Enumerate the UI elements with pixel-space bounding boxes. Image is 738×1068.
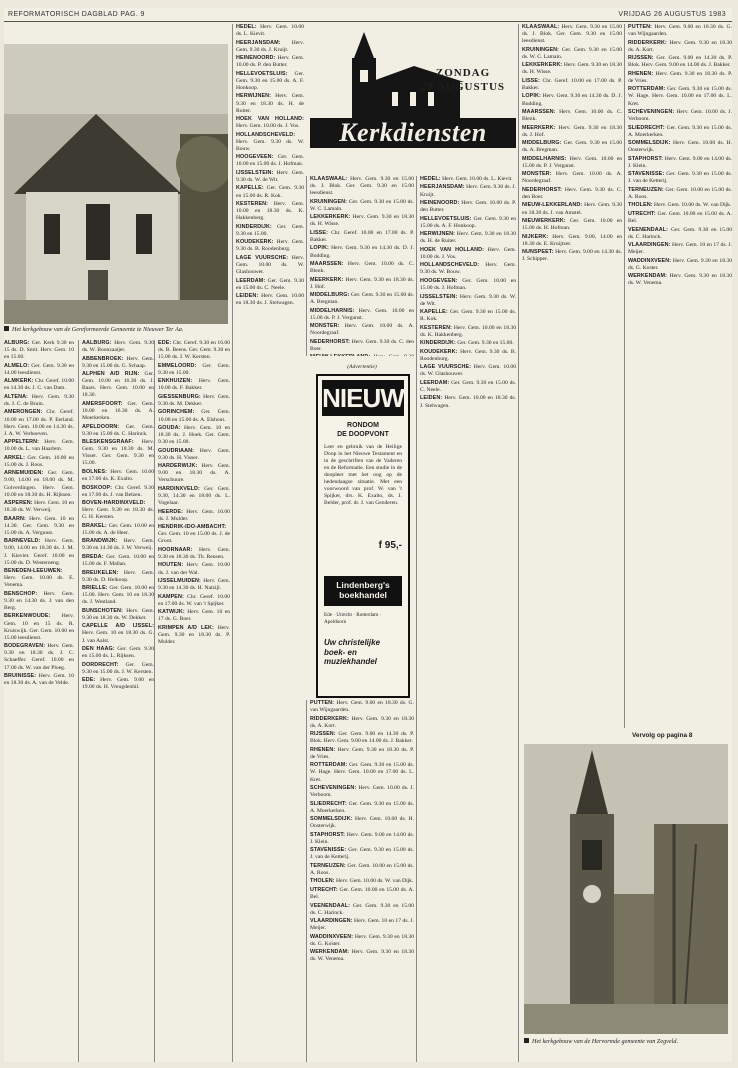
service-listing: LEIDEN: Herv. Gem. 10.00 en 18.30 ds. J. Stelwagen. — [420, 395, 516, 409]
service-listing: GIESSENBURG: Herv. Gem. 9.30 ds. M. Dekker. — [158, 393, 230, 407]
service-listing: SCHEVENINGEN: Herv. Gem. 10.00 ds. J. Verboom. — [628, 108, 732, 123]
service-listing: NIJKERK: Herv. Gem. 9.00, 14.00 en 18.30 ds. E. Kruijtzer. — [522, 233, 622, 247]
advert-label: (Advertentie) — [347, 364, 377, 370]
service-listing: HEERJANSDAM: Herv. Gem. 9.30 ds. J. Kruijt. — [420, 184, 516, 198]
service-listing: IJSSELSTEIN: Herv. Gem. 9.30 ds. W. de Wit. — [236, 169, 304, 183]
advert-price: f 95,- — [378, 540, 402, 551]
service-listing: UTRECHT: Ger. Gem. 10.00 en 15.00 ds. A. Bel. — [628, 210, 732, 225]
service-listing: MEERKERK: Herv. Gem. 9.30 en 18.30 ds. J. Hof. — [522, 124, 622, 138]
service-listing: CAPELLE A/D IJSSEL: Herv. Gem. 10 en 18.30 ds. G. J. van Aalst. — [82, 623, 154, 644]
column-5 — [306, 176, 414, 356]
service-listing: EDE: Chr. Geref. 9.30 en 16.00 ds. B. Beens. Ger. Gem. 9.30 en 15.00 ds. J. W. Kersten. — [158, 340, 230, 361]
service-listing: EMMELOORD: Ger. Gem. 9.30 en 15.00. — [158, 362, 230, 376]
service-listing: SOMMELSDIJK: Herv. Gem. 10.00 ds. H. Oosterwijk. — [310, 816, 414, 830]
service-listing: BRANDWIJK: Herv. Gem. 9.30 en 14.30 ds. J. W. Verweij. — [82, 538, 154, 552]
service-listing: RIDDERKERK: Herv. Gem. 9.30 en 18.30 ds. A. Kort. — [310, 715, 414, 729]
service-listing: GORINCHEM: Ger. Gem. 10.00 en 15.00 ds. A. Elshout. — [158, 409, 230, 423]
column-9 — [624, 24, 732, 728]
service-listing: SLIEDRECHT: Ger. Gem. 9.30 en 15.00 ds. A. Moerkerken. — [310, 800, 414, 814]
church-photo-nieuwer-ter-aa — [4, 44, 228, 324]
service-listing: SCHEVENINGEN: Herv. Gem. 10.00 ds. J. Verboom. — [310, 784, 414, 799]
service-listing: VLAARDINGEN: Herv. Gem. 10 en 17 ds. J. Meijer. — [310, 918, 414, 932]
service-listing: ROTTERDAM: Ger. Gem. 9.30 en 15.00 ds. W. Hage. Herv. Gem. 10.00 en 17.00 ds. L. Kret. — [310, 762, 414, 783]
page-title: Kerkdiensten — [339, 118, 487, 147]
running-header — [4, 8, 732, 22]
service-listing: KINDERDIJK: Ger. Gem. 9.30 en 15.00. — [420, 340, 514, 347]
service-listing: KLAASWAAL: Herv. Gem. 9.30 en 15.00 ds. J. Blok. Ger. Gem. 9.30 en 15.00 leesdienst. — [522, 24, 622, 45]
service-listing: VLAARDINGEN: Herv. Gem. 10 en 17 ds. J. Meijer. — [628, 242, 732, 256]
masthead — [304, 22, 518, 172]
service-listing: NEDERHORST: Herv. Gem. 9.30 ds. C. den Boer. — [522, 186, 622, 200]
service-listing: ALTENA: Herv. Gem. 9.30 ds. J. C. de Bruin. — [4, 393, 74, 407]
service-listing: HOORNAAR: Herv. Gem. 9.30 en 18.30 ds. Th. Rensen. — [158, 546, 230, 560]
service-listing: BLESKENSGRAAF: Herv. Gem. 9.30 en 18.30 ds. M. Visser. Ger. Gem. 9.30 en 15.00. — [82, 439, 154, 467]
continued-notice: Vervolg op pagina 8 — [632, 732, 693, 739]
service-listing: HEINENOORD: Herv. Gem. 10.00 ds. P. den Butter. — [420, 200, 516, 214]
service-listing: MONSTER: Herv. Gem. 10.00 ds. A. Noordegraaf. — [522, 171, 622, 185]
service-listing: MIDDELBURG: Ger. Gem. 9.30 en 15.00 ds. A. Bregman. — [522, 140, 622, 154]
service-listing: IJSSELSTEIN: Herv. Gem. 9.30 ds. W. de Wit. — [420, 293, 516, 307]
service-listing: GOUDA: Herv. Gem. 10 en 18.30 ds. J. Hoek. Ger. Gem. 9.30 en 15.00. — [158, 424, 230, 446]
service-listing: LEERDAM: Ger. Gem. 9.30 en 15.00 ds. C. Neele. — [236, 277, 304, 291]
service-listing: MONSTER: Herv. Gem. 10.00 ds. A. Noordegraaf. — [310, 323, 414, 337]
service-listing: ENKHUIZEN: Herv. Gem. 10.00 ds. F. Bakker. — [158, 378, 230, 392]
service-listing: STAVENISSE: Ger. Gem. 9.30 en 15.00 ds. J. van de Ketterij. — [628, 171, 732, 185]
service-listing: MAARSSEN: Herv. Gem. 10.00 ds. C. Blenk. — [522, 108, 622, 123]
service-listing: AMERONGEN: Chr. Geref. 10.00 en 17.00 ds. P. Eerland. Herv. Gem. 10.00 en 14.30 ds. J. A. W. Verhoeven. — [4, 409, 74, 437]
service-listing: HOUTEN: Herv. Gem. 10.00 ds. J. van der Wal. — [158, 562, 230, 576]
service-listing: VEENENDAAL: Ger. Gem. 9.30 en 15.00 ds. C. Harinck. — [628, 226, 732, 240]
service-listing: MIDDELHARNIS: Herv. Gem. 10.00 en 15.00 ds. P. J. Vergunst. — [522, 155, 622, 169]
service-listing: NIEUWERKERK: Ger. Gem. 10.00 en 15.00 ds. H. Hofman. — [522, 218, 622, 232]
service-listing: HARDERWIJK: Herv. Gem. 9.00 en 18.30 ds. A. Verschuure. — [158, 463, 230, 484]
service-listing: HEDEL: Herv. Gem. 10.00 ds. L. Kievit. — [236, 24, 304, 38]
church-photo-zegveld — [524, 744, 728, 1034]
service-listing: DEN HAAG: Ger. Gem. 9.30 en 15.00 ds. L. Rijksen. — [82, 646, 154, 660]
service-listing: THOLEN: Herv. Gem. 10.00 ds. W. van Dijk. — [310, 878, 414, 885]
column-3 — [154, 340, 230, 1062]
service-listing: WERKENDAM: Herv. Gem. 9.30 en 18.30 ds. W. Venema. — [628, 273, 732, 287]
header-right: VRIJDAG 26 AUGUSTUS 1983 — [618, 11, 726, 18]
service-listing: MIDDELHARNIS: Herv. Gem. 10.00 en 15.00 ds. P. J. Vergunst. — [310, 307, 414, 321]
service-listing: KESTEREN: Herv. Gem. 10.00 en 18.30 ds. K. Hakkenberg. — [236, 201, 304, 222]
service-listing: ABBENBROEK: Herv. Gem. 9.30 en 15.00 ds. G. Schaap. — [82, 355, 154, 369]
service-listing: HOEK VAN HOLLAND: Herv. Gem. 10.00 ds. J. Vos. — [236, 116, 304, 130]
service-listing: UTRECHT: Ger. Gem. 10.00 en 15.00 ds. A. Bel. — [310, 886, 414, 901]
service-listing: HARDINXVELD: Ger. Gem. 9.30, 14.30 en 18.00 ds. L. Vogelaar. — [158, 485, 230, 507]
service-listing: MEERKERK: Herv. Gem. 9.30 en 18.30 ds. J. Hof. — [310, 276, 414, 290]
service-listing: ROTTERDAM: Ger. Gem. 9.30 en 15.00 ds. W. Hage. Herv. Gem. 10.00 en 17.00 ds. L. Kret. — [628, 86, 732, 107]
service-listing: AALBURG: Herv. Gem. 9.30 ds. W. Boonzaaijer. — [82, 340, 154, 354]
service-listing: SOMMELSDIJK: Herv. Gem. 10.00 ds. H. Oosterwijk. — [628, 140, 732, 154]
newspaper-page — [4, 8, 732, 1062]
service-listing: MIDDELBURG: Ger. Gem. 9.30 en 15.00 ds. A. Bregman. — [310, 292, 414, 306]
service-listing: HEERJANSDAM: Herv. Gem. 9.30 ds. J. Kruijt. — [236, 39, 304, 53]
service-listing: IJSSELMUIDEN: Herv. Gem. 9.30 en 14.30 ds. H. Natzijl. — [158, 577, 230, 592]
service-listing: ALPHEN A/D RIJN: Ger. Gem. 10.00 en 16.30 ds. J. Baars. Herv. Gem. 10.00 en 18.30. — [82, 371, 154, 399]
service-listing: PUTTEN: Herv. Gem. 9.00 en 18.30 ds. G. van Wijngaarden. — [628, 24, 732, 38]
service-listing: BRUINISSE: Herv. Gem. 10 en 18.30 ds. A. van de Velde. — [4, 672, 74, 687]
service-listing: HEDEL: Herv. Gem. 10.00 ds. L. Kievit. — [420, 176, 513, 182]
church-photo-illustration-2 — [524, 744, 728, 1034]
service-listing: ARNEMUIDEN: Ger. Gem. 9.00, 14.00 en 18.00 ds. M. Golverdingen. Herv. Gem. 10.00 en 18.30 ds. H. Rijksen. — [4, 470, 74, 498]
service-listing: LAGE VUURSCHE: Herv. Gem. 10.00 ds. W. Glashouwer. — [420, 364, 516, 378]
caption-left — [4, 326, 228, 334]
service-listing: BODEGRAVEN: Herv. Gem. 9.30 en 18.30 ds. J. C. Schaeffer. Geref. 10.00 en 17.00 ds. W. van der Ploeg. — [4, 643, 74, 671]
service-listing: KAPELLE: Ger. Gem. 9.30 en 15.00 ds. R. Kok. — [420, 309, 516, 323]
service-listing: RIJSSEN: Ger. Gem. 9.00 en 14.30 ds. P. Blok. Herv. Gem. 9.00 en 14.00 ds. J. Bakker. — [310, 731, 414, 745]
service-listing: NEDERHORST: Herv. Gem. 9.30 ds. C. den Boer. — [310, 338, 414, 352]
service-listing: HOOGEVEEN: Ger. Gem. 10.00 en 15.00 ds. J. Hofman. — [420, 277, 516, 292]
service-listing: ASPEREN: Herv. Gem. 10 en 18.30 ds. W. Verweij. — [4, 500, 74, 514]
column-4 — [232, 24, 304, 1062]
book-advertisement — [316, 374, 410, 698]
advert-slogan: Uw christelijke boek- en muziekhandel — [324, 638, 381, 667]
service-listing: HELLEVOETSLUIS: Ger. Gem. 9.30 en 15.00 ds. A. F. Honkoop. — [236, 70, 304, 91]
service-listing: HEERDE: Herv. Gem. 10.00 ds. J. Mulder. — [158, 508, 230, 522]
column-6 — [306, 700, 414, 1062]
service-listing: THOLEN: Herv. Gem. 10.00 ds. W. van Dijk. — [628, 202, 732, 209]
service-listing: BERKENWOUDE: Herv. Gem. 10 en 15 ds. R. Kruiswijk. Ger. Gem. 10.00 en 15.00 leesdienst. — [4, 613, 74, 641]
service-listing: HEINENOORD: Herv. Gem. 10.00 ds. P. den Butter. — [236, 55, 304, 69]
service-listing: BOVEN-HARDINXVELD: Herv. Gem. 9.30 en 18.30 ds. G. H. Kersten. — [82, 500, 154, 521]
column-1 — [4, 340, 74, 1062]
service-listing: NUNSPEET: Herv. Gem. 9.00 en 14.30 ds. J. Schipper. — [522, 249, 622, 263]
service-listing: BOLNES: Herv. Gem. 10.00 en 17.00 ds. K. Exalto. — [82, 468, 154, 483]
service-listing: MAARSSEN: Herv. Gem. 10.00 ds. C. Blenk. — [310, 260, 414, 275]
service-listing: HOOGEVEEN: Ger. Gem. 10.00 en 15.00 ds. J. Hofman. — [236, 154, 304, 168]
service-listing: DORDRECHT: Ger. Gem. 9.30 en 15.00 ds. J. W. Kersten. — [82, 661, 154, 675]
header-left: REFORMATORISCH DAGBLAD PAG. 9 — [8, 11, 145, 18]
service-listing — [310, 354, 414, 356]
advert-subheadline: RONDOM DE DOOPVONT — [337, 422, 389, 438]
service-listing: HERWIJNEN: Herv. Gem. 9.30 en 18.30 ds. H. de Ruiter. — [420, 231, 516, 245]
service-listing: BRAKEL: Ger. Gem. 10.00 en 15.00 ds. A. de Heer. — [82, 522, 154, 536]
service-listing: WADDINXVEEN: Herv. Gem. 9.30 en 18.30 ds. G. Koster. — [628, 257, 732, 271]
service-listing: RIDDERKERK: Herv. Gem. 9.30 en 18.30 ds. A. Kort. — [628, 39, 732, 53]
service-listing: ALBURG: Ger. Kerk 9.30 en 15 ds. D. Smit. Herv. Gem. 10 en 15.00. — [4, 340, 74, 361]
service-listing: LEKKERKERK: Herv. Gem. 9.30 en 18.30 ds. H. Wisse. — [522, 62, 622, 76]
service-listing: APELDOORN: Ger. Gem. 9.30 en 15.00 ds. C. Harinck. — [82, 423, 154, 437]
service-listing: KINDERDIJK: Ger. Gem. 9.30 en 15.00. — [236, 223, 304, 237]
service-listing: STAPHORST: Herv. Gem. 9.00 en 14.00 ds. J. Klein. — [628, 155, 732, 169]
service-listing: BRIELLE: Ger. Gem. 10.00 en 15.00. Herv. Gem. 10 en 18.30 ds. J. Westland. — [82, 585, 154, 606]
caption-right — [524, 1038, 728, 1046]
service-listing: KRUININGEN: Ger. Gem. 9.30 en 15.00 ds. W. C. Lamain. — [522, 46, 622, 60]
service-listing: BOSKOOP: Chr. Geref. 9.30 en 17.00 ds. J. van Belzen. — [82, 484, 154, 498]
service-listing: ARKEL: Ger. Gem. 10.00 en 15.00 ds. J. Roos. — [4, 454, 74, 468]
service-listing: LAGE VUURSCHE: Herv. Gem. 10.00 ds. W. Glashouwer. — [236, 254, 304, 276]
advert-shop-name: Lindenberg's boekhandel — [324, 576, 402, 606]
service-listing: GOUDRIAAN: Herv. Gem. 9.30 ds. H. Visser. — [158, 447, 230, 461]
service-listing: KOUDEKERK: Herv. Gem. 9.30 ds. B. Roodenburg. — [420, 348, 516, 362]
service-listing: STAPHORST: Herv. Gem. 9.00 en 14.00 ds. J. Klein. — [310, 831, 414, 845]
service-listing: BUNSCHOTEN: Herv. Gem. 9.30 en 18.30 ds. W. Dekker. — [82, 607, 154, 621]
service-listing: HERWIJNEN: Herv. Gem. 9.30 en 18.30 ds. H. de Ruiter. — [236, 93, 304, 114]
service-listing: HOLLANDSCHEVELD: Herv. Gem. 9.30 ds. W. Bouw. — [420, 262, 516, 276]
service-listing: KOUDEKERK: Herv. Gem. 9.30 ds. B. Roodenburg. — [236, 239, 304, 253]
service-listing: SLIEDRECHT: Ger. Gem. 9.30 en 15.00 ds. A. Moerkerken. — [628, 124, 732, 138]
service-listing: HOLLANDSCHEVELD: Herv. Gem. 9.30 ds. W. Bouw. — [236, 131, 304, 152]
service-listing: ALMELO: Ger. Gem. 9.30 en 14.00 leesdienst. — [4, 362, 74, 376]
service-listing: VEENENDAAL: Ger. Gem. 9.30 en 15.00 ds. C. Harinck. — [310, 902, 414, 916]
service-date: ZONDAG 28 AUGUSTUS — [420, 67, 506, 93]
service-listing: KATWIJK: Herv. Gem. 10 en 17 ds. G. Boer. — [158, 609, 230, 623]
service-listing: RHENEN: Herv. Gem. 9.30 en 18.30 ds. P. de Vries. — [310, 746, 414, 760]
service-listing: TERNEUZEN: Ger. Gem. 10.00 en 15.00 ds. A. Roos. — [628, 186, 732, 200]
service-listing: PUTTEN: Herv. Gem. 9.00 en 18.30 ds. G. van Wijngaarden. — [310, 700, 414, 714]
service-listing: BREUKELEN: Herv. Gem. 9.30 ds. D. Heikoop. — [82, 569, 154, 583]
caption-marker-2 — [524, 1038, 529, 1043]
advert-headline: NIEUW — [322, 380, 404, 416]
service-listing: EDE: Herv. Gem. 9.00 en 19.00 ds. H. Vreugdenhil. — [82, 677, 154, 691]
service-listing: LOPIK: Herv. Gem. 9.30 en 14.30 ds. D. J. Budding. — [310, 245, 414, 259]
advert-address: Ede · Utrecht · Rotterdam · Apeldoorn — [324, 612, 382, 625]
service-listing: HOEK VAN HOLLAND: Herv. Gem. 10.00 ds. J. Vos. — [420, 246, 516, 260]
service-listing: KRUININGEN: Ger. Gem. 9.30 en 15.00 ds. W. C. Lamain. — [310, 198, 414, 212]
service-listing: RIJSSEN: Ger. Gem. 9.00 en 14.30 ds. P. Blok. Herv. Gem. 9.00 en 14.00 ds. J. Bakker. — [628, 55, 732, 69]
service-listing: LEKKERKERK: Herv. Gem. 9.30 en 18.30 ds. H. Wisse. — [310, 214, 414, 228]
service-listing: LOPIK: Herv. Gem. 9.30 en 14.30 ds. D. J. Budding. — [522, 93, 622, 107]
service-listing: STAVENISSE: Ger. Gem. 9.30 en 15.00 ds. J. van de Ketterij. — [310, 847, 414, 861]
service-listing: KESTEREN: Herv. Gem. 10.00 en 18.30 ds. K. Hakkenberg. — [420, 324, 516, 338]
service-listing: HENDRIK-IDO-AMBACHT: Ger. Gem. 10 en 15.00 ds. J. de Groot. — [158, 524, 230, 545]
service-listing: HELLEVOETSLUIS: Ger. Gem. 9.30 en 15.00 ds. A. F. Honkoop. — [420, 215, 516, 229]
advert-body: Leer en gebruik van de Heilige Doop in het Nieuwe Testament en in de geschriften van de Vaderen en de Reformatie. Een studie in de doopleer met het oog op de hedendaagse situatie. Met een voorwoord van prof. W. van 't Spijker, drs. K. Exalto, ds. J. Belder, prof. dr. J. van Genderen. — [324, 444, 402, 506]
service-listing: BENEDEN-LEEUWEN: Herv. Gem. 10.00 ds. E. Venema. — [4, 568, 74, 589]
caption-marker — [4, 326, 9, 331]
service-listing: BAARN: Herv. Gem. 10 en 14.30. Ger. Gem. 9.30 en 15.00 ds. A. Vergunst. — [4, 515, 74, 536]
service-listing: KLAASWAAL: Herv. Gem. 9.30 en 15.00 ds. J. Blok. Ger. Gem. 9.30 en 15.00 leesdienst. — [310, 176, 414, 197]
column-2 — [78, 340, 154, 1062]
service-listing: BARNEVELD: Herv. Gem. 9.00, 14.00 en 18.30 ds. J. M. J. Kieviet. Geref. 10.00 en 15.00 ds. D. Westerneng. — [4, 538, 74, 566]
service-listing: APPELTERN: Herv. Gem. 10.00 ds. L. van Haarlem. — [4, 439, 74, 453]
service-listing: LEERDAM: Ger. Gem. 9.30 en 15.00 ds. C. Neele. — [420, 379, 516, 393]
service-listing: KAPELLE: Ger. Gem. 9.30 en 15.00 ds. R. Kok. — [236, 185, 304, 199]
service-listing: LISSE: Chr. Geref. 10.00 en 17.00 ds. P. Bakker. — [522, 77, 622, 91]
service-listing: WERKENDAM: Herv. Gem. 9.30 en 18.30 ds. W. Venema. — [310, 949, 414, 963]
service-listing: NIEUW-LEKKERLAND: Herv. Gem. 9.30 en 18.30 ds. J. van Amstel. — [522, 202, 622, 216]
service-listing: KRIMPEN A/D LEK: Herv. Gem. 9.30 en 18.30 ds. P. Mulder. — [158, 624, 230, 645]
service-listing: RHENEN: Herv. Gem. 9.30 en 18.30 ds. P. de Vries. — [628, 70, 732, 84]
service-listing: KAMPEN: Chr. Geref. 10.00 en 17.00 ds. W. van 't Spijker. — [158, 593, 230, 607]
church-photo-illustration — [4, 44, 228, 324]
service-listing: AMERSFOORT: Ger. Gem. 10.00 en 16.30 ds. A. Moerkerken. — [82, 400, 154, 422]
caption-left-text: Het kerkgebouw van de Gereformeerde Gemeente te Nieuwer Ter Aa. — [12, 326, 184, 333]
service-listing: BREDA: Ger. Gem. 10.00 en 15.00 ds. F. Mallan. — [82, 553, 154, 568]
service-listing: LISSE: Chr. Geref. 10.00 en 17.00 ds. P. Bakker. — [310, 229, 414, 243]
caption-right-text: Het kerkgebouw van de Hervormde gemeente van Zegveld. — [532, 1038, 679, 1045]
service-listing: ALMKERK: Chr. Geref. 10.00 en 14.30 ds. J. C. van Dam. — [4, 378, 74, 392]
service-listing: LEIDEN: Herv. Gem. 10.00 en 18.30 ds. J. Stelwagen. — [236, 293, 304, 307]
service-listing: BENSCHOP: Herv. Gem. 9.30 en 14.30 ds. J. van den Berg. — [4, 590, 74, 611]
service-listing: TERNEUZEN: Ger. Gem. 10.00 en 15.00 ds. A. Roos. — [310, 862, 414, 876]
service-listing: WADDINXVEEN: Herv. Gem. 9.30 en 18.30 ds. G. Koster. — [310, 933, 414, 947]
column-7 — [416, 176, 516, 1062]
